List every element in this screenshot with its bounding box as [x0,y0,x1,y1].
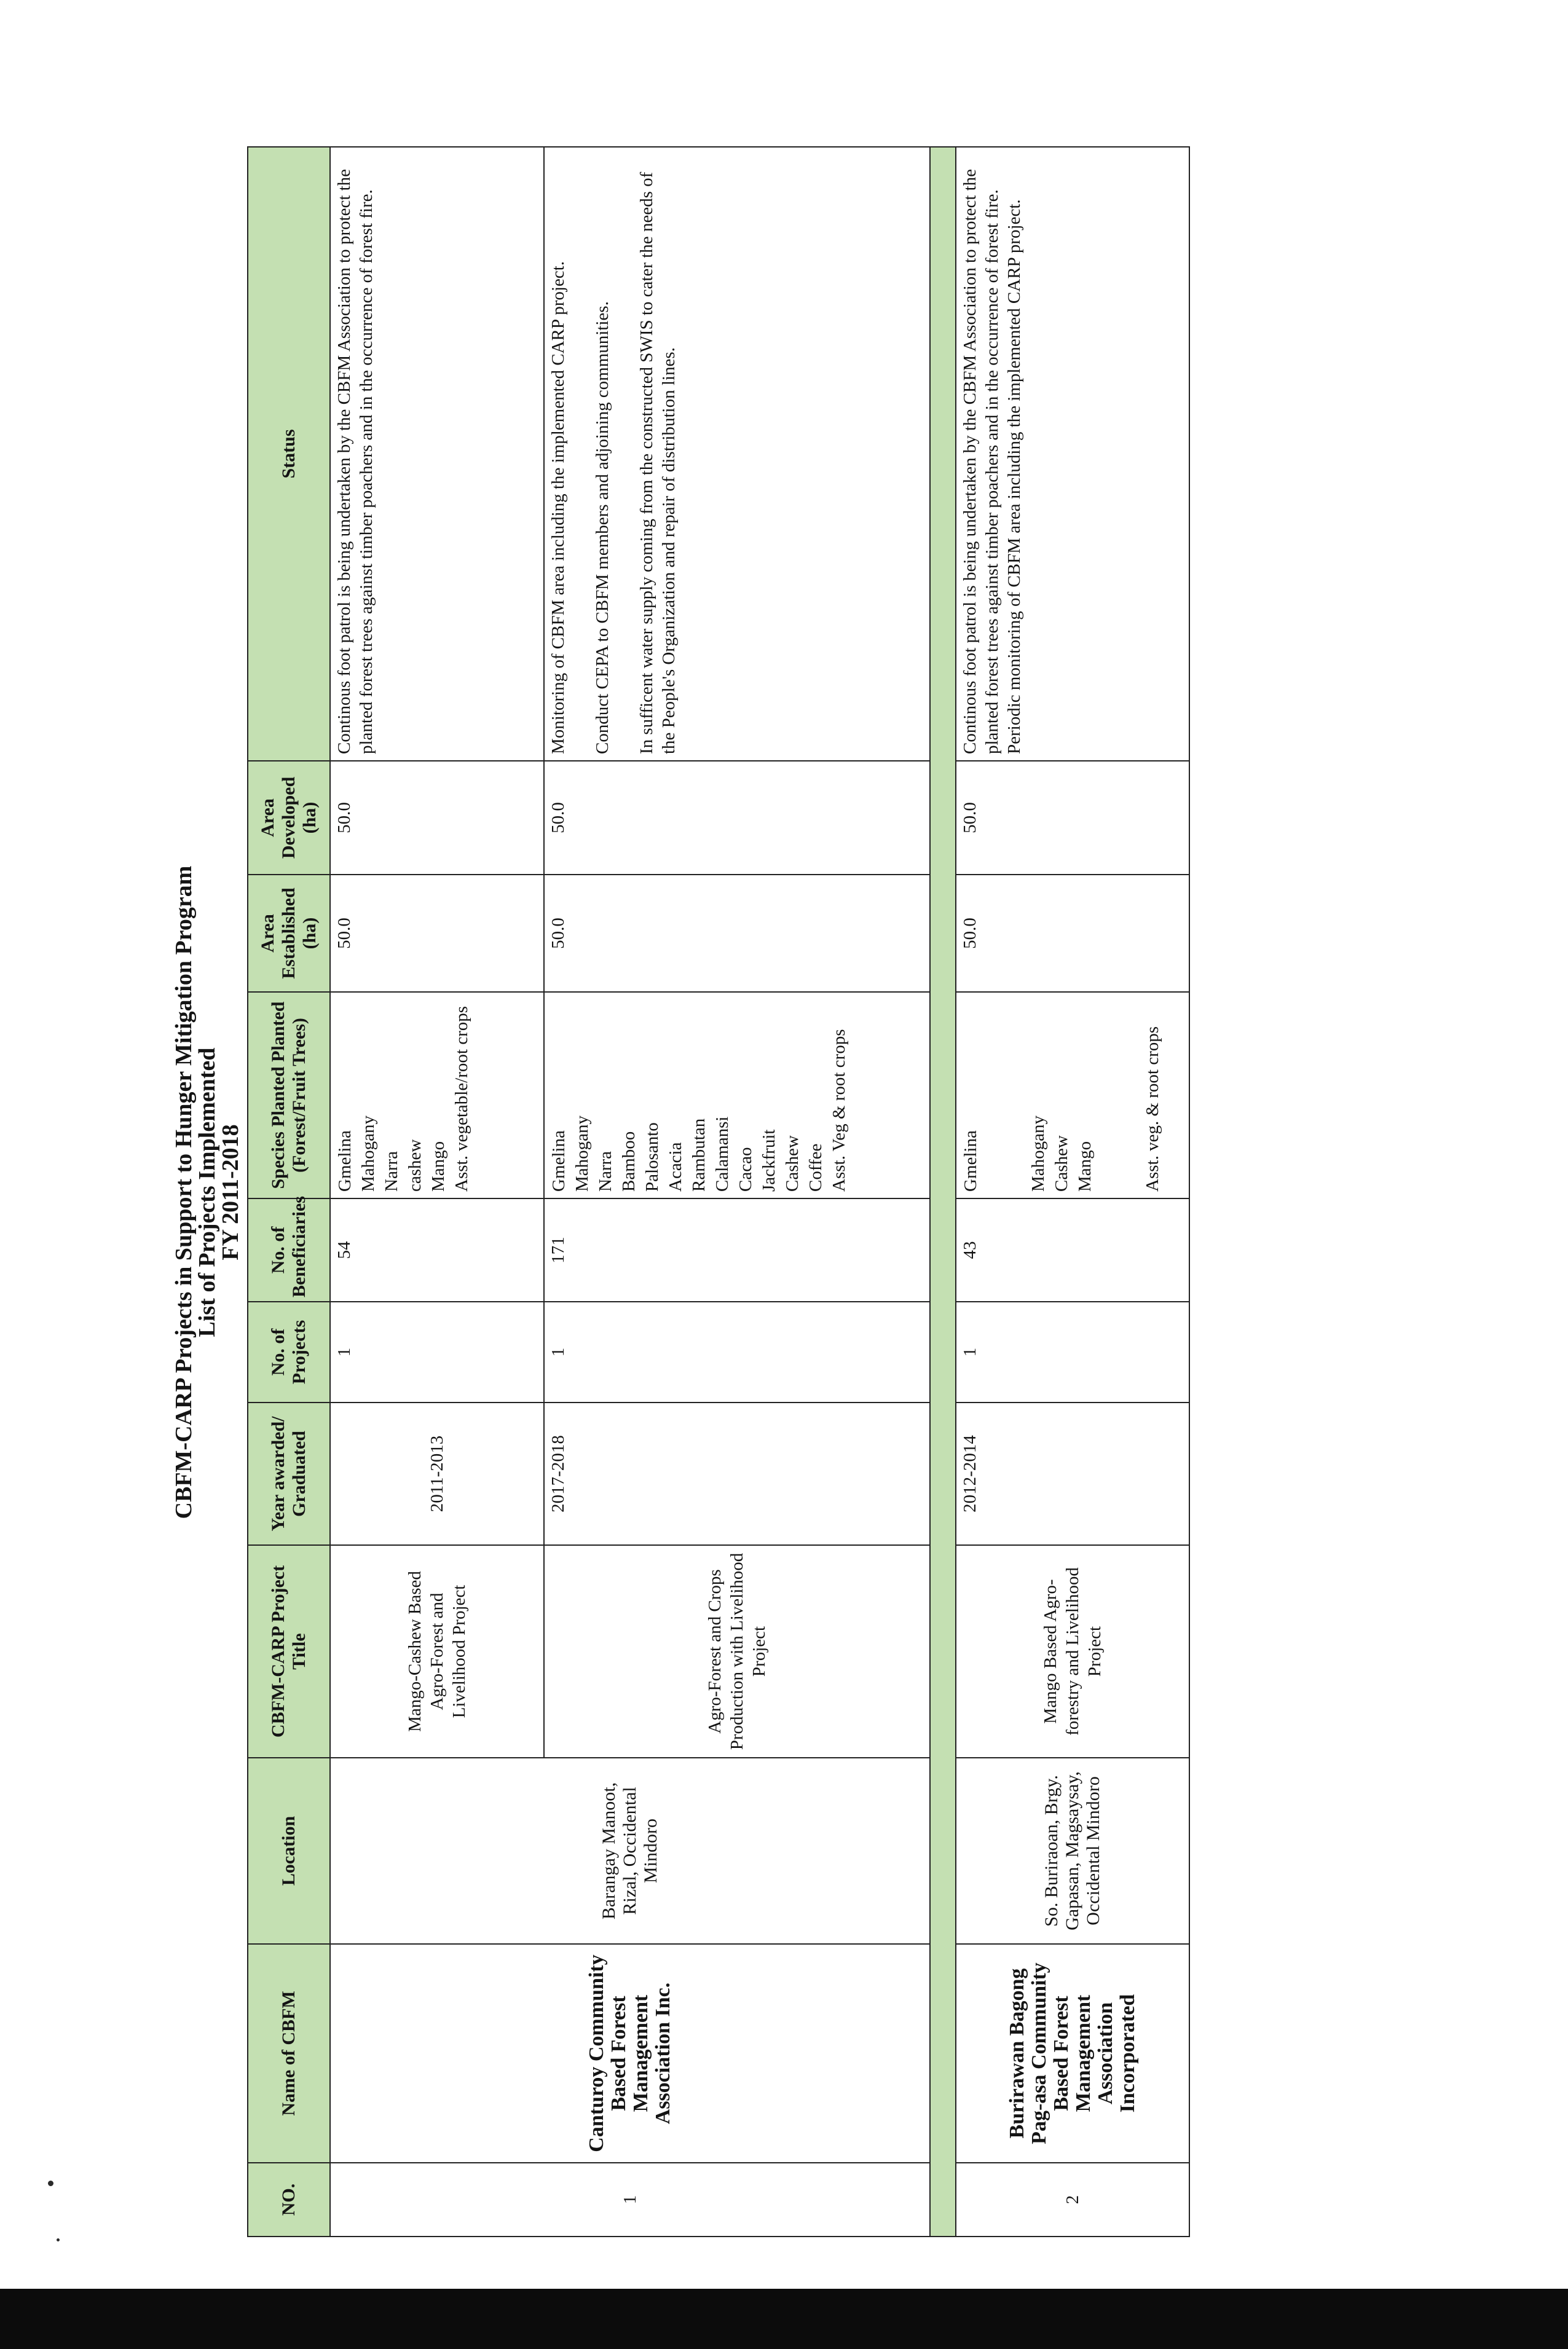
project-year: 2017-2018 [544,1403,930,1545]
species-item: Rambutan [689,1118,709,1192]
rotated-document-page [141,148,1463,2237]
species-list [330,992,544,1198]
species-item: Gmelina [961,1130,980,1192]
project-title: Mango Based Agro-forestry and Livelihood Project [956,1545,1189,1758]
species-item: Acacia [666,1142,685,1192]
header-status: Status [248,147,330,761]
cbfm-name: Canturoy Community Based Forest Management Association Inc. [330,1944,930,2163]
species-item: Mahogany [1028,1115,1048,1192]
species-item: Jackfruit [759,1129,779,1192]
species-list [544,992,930,1198]
projects-table [247,146,1190,2237]
beneficiary-count: 43 [956,1198,1189,1302]
species-item: Cacao [736,1147,755,1192]
header-year: Year awarded/ Graduated [248,1403,330,1545]
table-row [330,147,544,2237]
area-developed: 50.0 [956,761,1189,875]
scanner-background [0,2289,1568,2349]
header-area-established: Area Established (ha) [248,875,330,992]
document-title-block [172,148,242,2237]
status-text: Continous foot patrol is being undertaken by the CBFM Association to protect the planted forest trees against timber poachers and in the occurrence of forest fire. [330,147,544,761]
species-item: Mango [1075,1141,1095,1192]
header-species: Species Planted Planted (Forest/Fruit Trees) [248,992,330,1198]
area-established: 50.0 [956,875,1189,992]
cbfm-location: Barangay Manoot, Rizal, Occidental Mindoro [330,1758,930,1944]
status-text: In sufficent water supply coming from the constructed SWIS to cater the needs of the People's Organization and repair of distribution lines. [637,171,679,754]
cbfm-location: So. Buriraoan, Brgy. Gapasan, Magsaysay, Occidental Mindoro [956,1758,1189,1944]
species-item: Mahogany [572,1115,592,1192]
species-item: Cashew [1052,1135,1071,1192]
table-separator [930,147,956,2237]
species-item: Bamboo [619,1131,639,1192]
beneficiary-count: 54 [330,1198,544,1302]
species-item: Asst. Veg & root crops [829,1029,849,1192]
species-item: Narra [596,1151,615,1192]
table-row [956,147,1189,2237]
project-year: 2012-2014 [956,1403,1189,1545]
species-item: Cashew [782,1135,802,1192]
scan-speck [48,2181,53,2186]
status-text: Conduct CEPA to CBFM members and adjoining communities. [593,301,612,754]
status-cell [544,147,930,761]
species-item: Mango [428,1141,448,1192]
scan-speck [57,2238,60,2241]
table-header-row [248,147,330,2237]
project-count: 1 [956,1302,1189,1403]
species-item: Coffee [806,1143,825,1192]
species-item: Narra [382,1151,401,1192]
species-item: cashew [405,1139,425,1192]
header-location: Location [248,1758,330,1944]
species-list [956,992,1189,1198]
species-item: Mahogany [358,1115,378,1192]
row-number: 1 [330,2163,930,2237]
project-count: 1 [330,1302,544,1403]
species-item: Gmelina [335,1130,355,1192]
area-developed: 50.0 [330,761,544,875]
header-project-title: CBFM-CARP Project Title [248,1545,330,1758]
header-name: Name of CBFM [248,1944,330,2163]
status-text: Continous foot patrol is being undertaken by the CBFM Association to protect the planted forest trees against timber poachers and in the occurrence of forest fire. Periodic monitoring of CBFM area including the implemented CARP project. [956,147,1189,761]
species-item: Calamansi [712,1116,732,1192]
header-num-beneficiaries: No. of Beneficiaries [248,1198,330,1302]
area-established: 50.0 [330,875,544,992]
project-title: Mango-Cashew Based Agro-Forest and Livelihood Project [330,1545,544,1758]
beneficiary-count: 171 [544,1198,930,1302]
area-established: 50.0 [544,875,930,992]
cbfm-name: Burirawan Bagong Pag-asa Community Based Forest Management Association Incorporated [956,1944,1189,2163]
header-num-projects: No. of Projects [248,1302,330,1403]
document-period: FY 2011-2018 [218,1124,243,1261]
area-developed: 50.0 [544,761,930,875]
document-subtitle: List of Projects Implemented [194,1047,220,1337]
header-area-developed: Area Developed (ha) [248,761,330,875]
project-year: 2011-2013 [330,1403,544,1545]
project-title: Agro-Forest and Crops Production with Livelihood Project [544,1545,930,1758]
species-item: Gmelina [549,1130,569,1192]
species-item: Palosanto [642,1122,662,1192]
row-number: 2 [956,2163,1189,2237]
header-no: NO. [248,2163,330,2237]
project-count: 1 [544,1302,930,1403]
species-item: Asst. vegetable/root crops [452,1005,471,1192]
document-title: CBFM-CARP Projects in Support to Hunger Mitigation Program [171,865,197,1519]
species-item: Asst. veg. & root crops [1143,1026,1162,1192]
status-text: Monitoring of CBFM area including the implemented CARP project. [548,261,568,754]
